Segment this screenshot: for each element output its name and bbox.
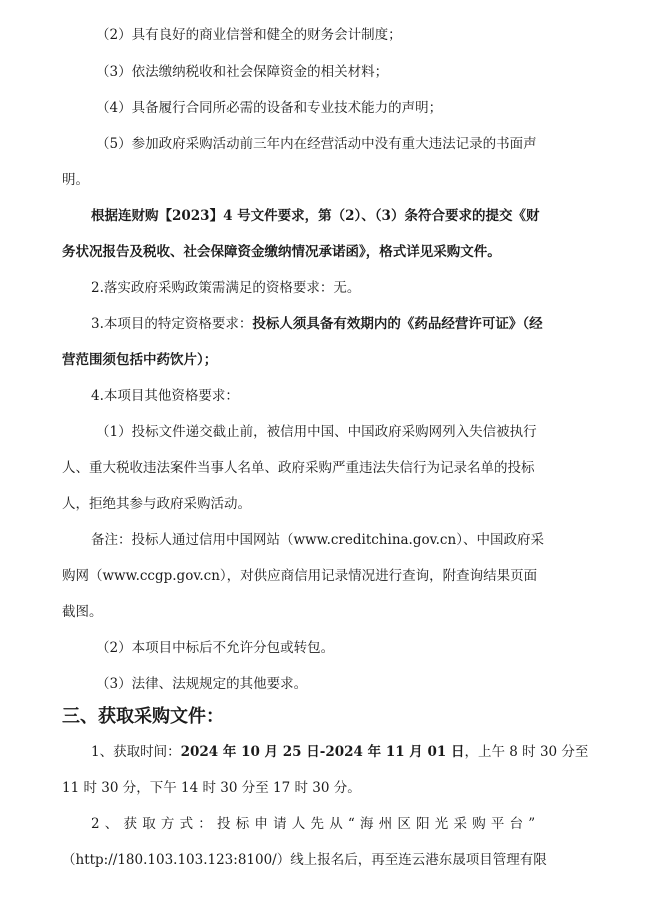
remark-line-1: 备注：投标人通过信用中国网站（www.creditchina.gov.cn）、中国政府采 <box>91 532 544 548</box>
get-time-line-1 <box>91 742 588 762</box>
section-3-heading: 三、获取采购文件： <box>62 706 224 727</box>
remark-line-2: 购网（www.ccgp.gov.cn），对供应商信用记录情况进行查询，附查询结果页面 <box>62 568 538 584</box>
note-line-1: 根据连财购【2023】4 号文件要求，第（2）、（3）条符合要求的提交《财 <box>91 208 540 224</box>
get-time-line-2: 11 时 30 分，下午 14 时 30 分至 17 时 30 分。 <box>62 780 361 796</box>
note-line-2: 务状况报告及税收、社会保障资金缴纳情况承诺函》，格式详见采购文件。 <box>62 244 501 260</box>
other-item-1-line-2: 人、重大税收违法案件当事人名单、政府采购严重违法失信行为记录名单的投标 <box>62 460 535 476</box>
other-item-1-line-3: 人，拒绝其参与政府采购活动。 <box>62 496 251 512</box>
get-method-line-2: （http://180.103.103.123:8100/）线上报名后，再至连云港东晟项目管理有限 <box>62 852 547 868</box>
paragraph-3-line-1 <box>91 314 543 334</box>
get-time-morning: ，上午 8 时 30 分至 <box>464 744 589 760</box>
remark-line-3: 截图。 <box>62 604 103 620</box>
paragraph-3-line-2: 营范围须包括中药饮片）； <box>62 352 218 368</box>
paragraph-3-prefix: 3.本项目的特定资格要求： <box>91 316 253 332</box>
item-5-line-2: 明。 <box>62 172 89 188</box>
get-time-dates: 2024 年 10 月 25 日-2024 年 11 月 01 日 <box>180 744 465 760</box>
get-method-line-1: 2、获取方式：投标申请人先从“海州区阳光采购平台” <box>91 816 541 832</box>
item-4: （4）具备履行合同所必需的设备和专业技术能力的声明； <box>96 100 443 116</box>
paragraph-2: 2.落实政府采购政策需满足的资格要求：无。 <box>91 280 361 296</box>
get-time-label: 1、获取时间： <box>91 744 181 760</box>
paragraph-4: 4.本项目其他资格要求： <box>91 388 239 404</box>
other-item-2: （2）本项目中标后不允许分包或转包。 <box>96 640 335 656</box>
other-item-3: （3）法律、法规规定的其他要求。 <box>96 676 308 692</box>
item-3: （3）依法缴纳税收和社会保障资金的相关材料； <box>96 64 389 80</box>
item-5-line-1: （5）参加政府采购活动前三年内在经营活动中没有重大违法记录的书面声 <box>96 136 537 152</box>
paragraph-3-requirement: 投标人须具备有效期内的《药品经营许可证》（经 <box>252 316 543 332</box>
item-2: （2）具有良好的商业信誉和健全的财务会计制度； <box>96 27 402 43</box>
other-item-1-line-1: （1）投标文件递交截止前，被信用中国、中国政府采购网列入失信被执行 <box>96 424 537 440</box>
